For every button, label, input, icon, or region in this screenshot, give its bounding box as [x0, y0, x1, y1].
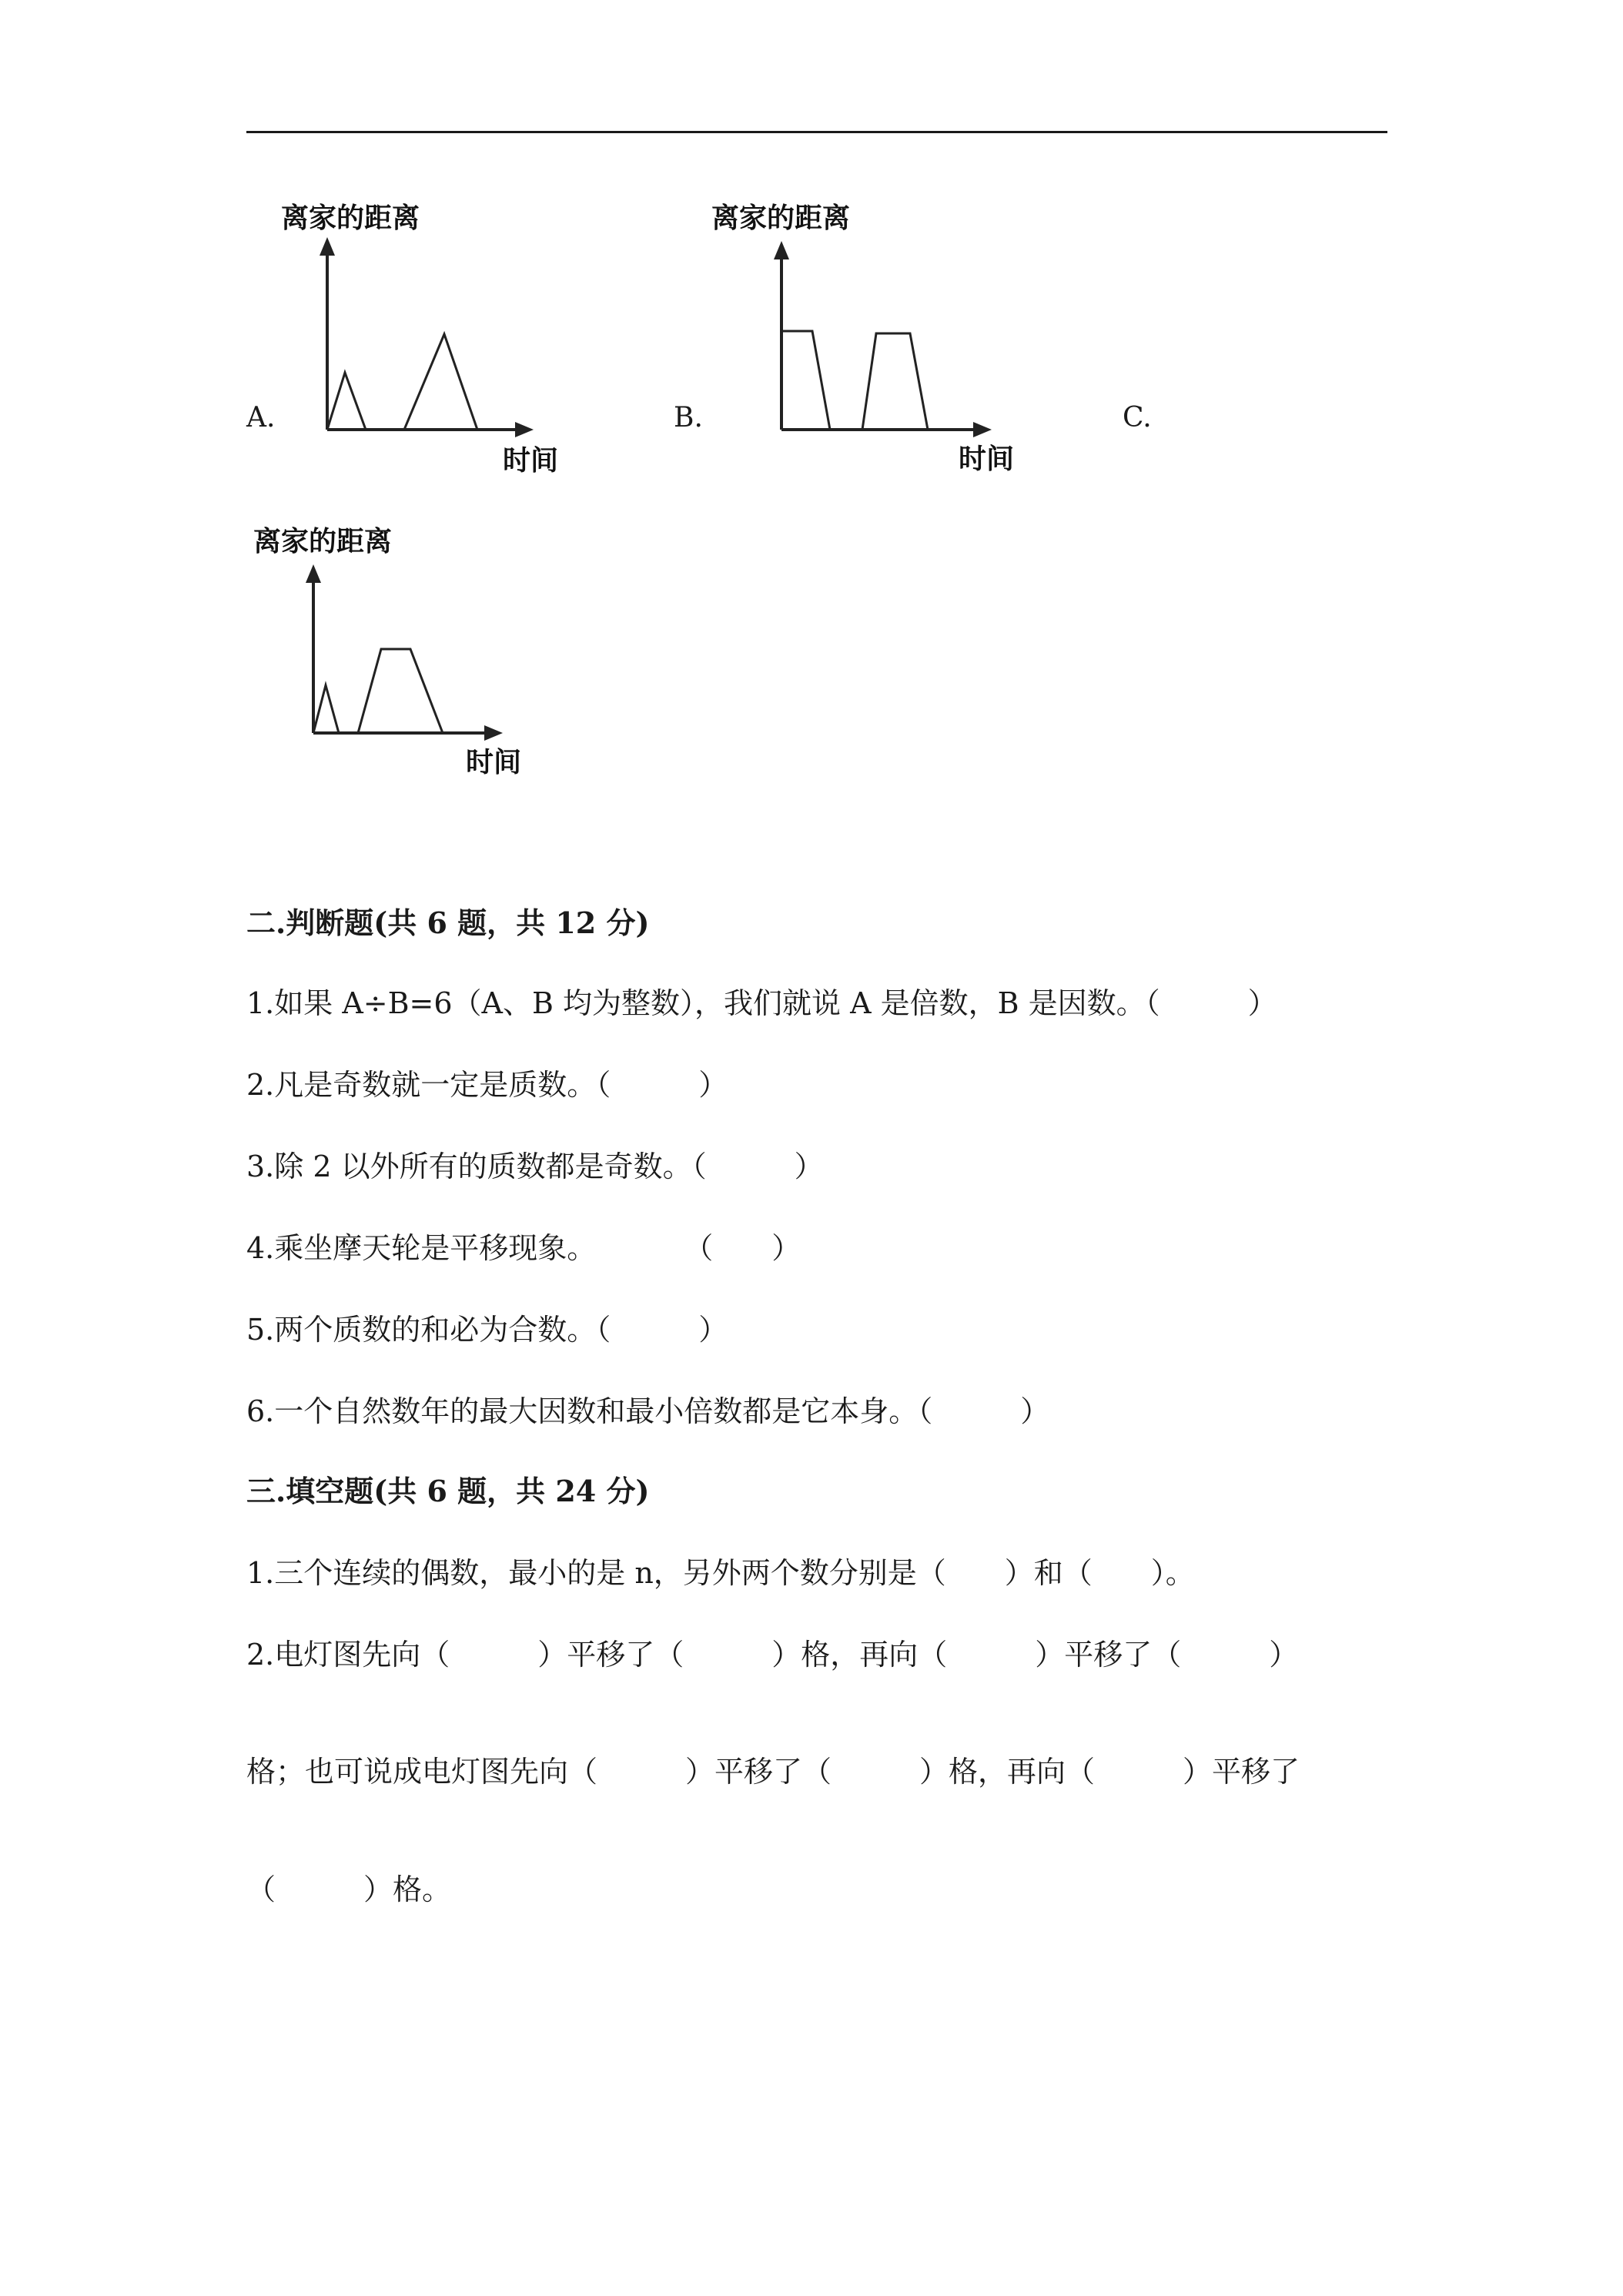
option-b-label: B. — [674, 402, 703, 433]
judge-question-5: 5.两个质数的和必为合数。（ ） — [246, 1313, 728, 1347]
top-rule — [246, 131, 1387, 133]
section-2-title: 二.判断题(共 6 题，共 12 分) — [246, 905, 650, 940]
fill-question-1: 1.三个连续的偶数，最小的是 n，另外两个数分别是（ ）和（ ）。 — [246, 1556, 1195, 1590]
judge-question-1: 1.如果 A÷B=6（A、B 均为整数），我们就说 A 是倍数，B 是因数。（ ） — [246, 986, 1277, 1020]
judge-question-2: 2.凡是奇数就一定是质数。（ ） — [246, 1068, 728, 1102]
option-a-label: A. — [246, 402, 276, 433]
graph-c-x-label: 时间 — [466, 747, 522, 778]
fill-question-2-line-3: （ ）格。 — [246, 1873, 452, 1906]
graph-b — [708, 192, 1032, 485]
fill-question-2-line-2: 格；也可说成电灯图先向（ ）平移了（ ）格，再向（ ）平移了 — [246, 1755, 1300, 1789]
graph-c — [250, 516, 558, 793]
judge-question-4: 4.乘坐摩天轮是平移现象。 （ ） — [246, 1231, 801, 1265]
fill-question-2-line-1: 2.电灯图先向（ ）平移了（ ）格，再向（ ）平移了（ ） — [246, 1638, 1299, 1672]
graph-a-y-label: 离家的距离 — [281, 202, 420, 234]
judge-question-3: 3.除 2 以外所有的质数都是奇数。（ ） — [246, 1150, 824, 1183]
graph-c-y-label: 离家的距离 — [253, 526, 393, 557]
judge-question-6: 6.一个自然数年的最大因数和最小倍数都是它本身。（ ） — [246, 1394, 1050, 1428]
graph-b-y-label: 离家的距离 — [711, 202, 851, 234]
graph-a — [273, 192, 581, 485]
graph-a-x-label: 时间 — [503, 445, 559, 477]
graph-b-x-label: 时间 — [959, 443, 1015, 475]
option-c-label: C. — [1123, 402, 1152, 433]
section-3-title: 三.填空题(共 6 题，共 24 分) — [246, 1474, 650, 1508]
